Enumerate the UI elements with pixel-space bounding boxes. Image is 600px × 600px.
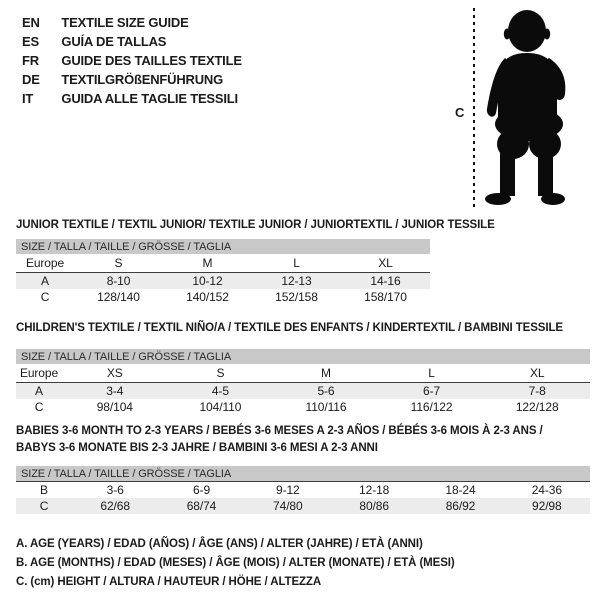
language-code: FR — [22, 53, 39, 68]
height-measure-label: C — [455, 105, 465, 120]
cell: 80/86 — [331, 498, 417, 514]
cell: 5-6 — [273, 383, 379, 400]
note-age-months: B. AGE (MONTHS) / EDAD (MESES) / ÂGE (MOIS) / ALTER (MONATE) / ETÀ (MESI) — [16, 557, 455, 569]
children-table-title: CHILDREN'S TEXTILE / TEXTIL NIÑO/A / TEXTILE DES ENFANTS / KINDERTEXTIL / BAMBINI TESSILE — [16, 322, 563, 334]
cell: 74/80 — [245, 498, 331, 514]
region-header: Europe — [25, 256, 65, 270]
babies-title-line1: BABIES 3-6 MONTH TO 2-3 YEARS / BEBÉS 3-6 MESES A 2-3 AÑOS / BÉBÉS 3-6 MOIS À 2-3 ANS / — [16, 425, 543, 437]
language-row-fr — [22, 51, 242, 70]
cell: 68/74 — [158, 498, 244, 514]
size-header-text: SIZE / TALLA / TAILLE / GRÖSSE / TAGLIA — [16, 349, 590, 364]
cell: 10-12 — [163, 273, 252, 290]
size-header-text: SIZE / TALLA / TAILLE / GRÖSSE / TAGLIA — [16, 466, 590, 482]
language-code: ES — [22, 34, 39, 49]
cell: 98/104 — [96, 400, 133, 414]
cell: 92/98 — [504, 498, 590, 514]
column-header-row — [16, 254, 430, 273]
legend-notes — [16, 535, 455, 592]
size-header-text: SIZE / TALLA / TAILLE / GRÖSSE / TAGLIA — [16, 239, 430, 254]
cell: 128/140 — [97, 290, 140, 304]
cell: 116/122 — [410, 400, 453, 414]
cell: 6-9 — [158, 482, 244, 499]
cell: 8-10 — [74, 273, 163, 290]
baby-silhouette-icon — [484, 6, 570, 206]
cell: 110/116 — [305, 400, 347, 414]
babies-table-title — [16, 423, 543, 457]
cell: 6-7 — [379, 383, 485, 400]
region-header: Europe — [19, 366, 59, 380]
cell: 9-12 — [245, 482, 331, 499]
cell: 62/68 — [72, 498, 158, 514]
size-col: XL — [378, 256, 393, 270]
children-size-table — [16, 349, 590, 415]
junior-size-table — [16, 239, 430, 305]
cell: 158/170 — [364, 290, 407, 304]
cell: 152/158 — [275, 290, 318, 304]
cell: 3-6 — [72, 482, 158, 499]
babies-size-table — [16, 466, 590, 514]
row-label: A — [16, 383, 62, 400]
column-header-row — [16, 364, 590, 383]
language-label: TEXTILE SIZE GUIDE — [61, 15, 189, 30]
language-row-it — [22, 89, 242, 108]
cell: 4-5 — [168, 383, 274, 400]
row-label: A — [16, 273, 74, 290]
row-label: C — [40, 290, 50, 304]
size-col: M — [321, 366, 331, 380]
junior-table-title: JUNIOR TEXTILE / TEXTIL JUNIOR/ TEXTILE JUNIOR / JUNIORTEXTIL / JUNIOR TESSILE — [16, 219, 495, 231]
cell: 104/110 — [199, 400, 242, 414]
height-dotted-line — [473, 8, 475, 208]
size-col: XS — [106, 366, 123, 380]
size-col: L — [293, 256, 300, 270]
language-list — [22, 13, 242, 108]
table-row — [16, 498, 590, 514]
row-label: C — [34, 400, 44, 414]
note-age-years: A. AGE (YEARS) / EDAD (AÑOS) / ÂGE (ANS) / ALTER (JAHRE) / ETÀ (ANNI) — [16, 538, 423, 550]
cell: 122/128 — [515, 400, 559, 414]
size-col: L — [428, 366, 435, 380]
language-label: GUIDA ALLE TAGLIE TESSILI — [61, 91, 238, 106]
table-row — [16, 482, 590, 499]
language-code: EN — [22, 15, 40, 30]
size-col: XL — [529, 366, 545, 380]
table-row — [16, 383, 590, 400]
language-label: TEXTILGRÖßENFÜHRUNG — [61, 72, 224, 87]
size-header-bar — [16, 239, 430, 254]
language-code: DE — [22, 72, 40, 87]
size-header-bar — [16, 466, 590, 482]
size-col: M — [202, 256, 213, 270]
note-height-cm: C. (cm) HEIGHT / ALTURA / HAUTEUR / HÖHE / ALTEZZA — [16, 576, 322, 588]
table-row — [16, 399, 590, 415]
size-header-bar — [16, 349, 590, 364]
babies-title-line2: BABYS 3-6 MONATE BIS 2-3 JAHRE / BAMBINI 3-6 MESI A 2-3 ANNI — [16, 442, 378, 454]
language-row-en — [22, 13, 242, 32]
row-label: B — [16, 482, 72, 499]
cell: 86/92 — [417, 498, 503, 514]
cell: 12-18 — [331, 482, 417, 499]
table-row — [16, 273, 430, 290]
language-row-de — [22, 70, 242, 89]
size-col: S — [114, 256, 123, 270]
cell: 7-8 — [484, 383, 590, 400]
cell: 18-24 — [417, 482, 503, 499]
cell: 24-36 — [504, 482, 590, 499]
cell: 3-4 — [62, 383, 168, 400]
size-col: S — [216, 366, 225, 380]
row-label: C — [16, 498, 72, 514]
cell: 12-13 — [252, 273, 341, 290]
language-label: GUÍA DE TALLAS — [61, 34, 167, 49]
language-row-es — [22, 32, 242, 51]
language-code: IT — [22, 91, 34, 106]
cell: 140/152 — [186, 290, 229, 304]
table-row — [16, 289, 430, 305]
cell: 14-16 — [341, 273, 430, 290]
language-label: GUIDE DES TAILLES TEXTILE — [61, 53, 242, 68]
